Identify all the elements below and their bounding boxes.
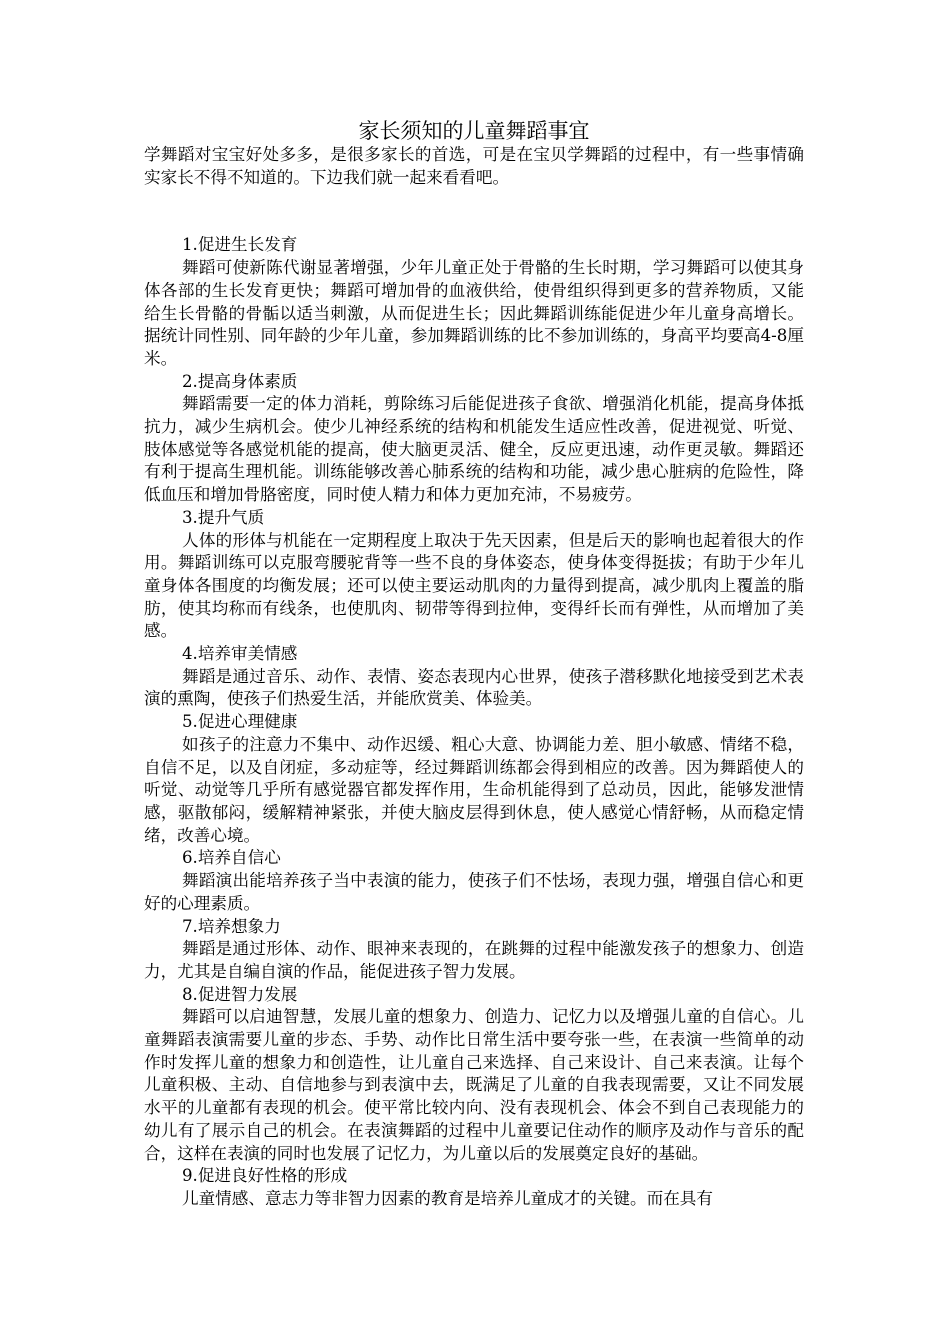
- section-heading-5: 5.促进心理健康: [182, 712, 298, 732]
- section-body-8: 舞蹈可以启迪智慧，发展儿童的想象力、创造力、记忆力以及增强儿童的自信心。儿童舞蹈表演需要儿童的步态、手势、动作比日常生活中要夸张一些，在表演一些简单的动作时发挥儿童的想象力和创造性，让儿童自己来选择、自己来设计、自己来表演。让每个儿童积极、主动、自信地参与到表演中去，既满足了儿童的自我表现需要，又让不同发展水平的儿童都有表现的机会。使平常比较内向、没有表现机会、体会不到自己表现能力的幼儿有了展示自己的机会。在表演舞蹈的过程中儿童要记住动作的顺序及动作与音乐的配合，这样在表演的同时也发展了记忆力，为儿童以后的发展奠定良好的基础。: [144, 1007, 804, 1163]
- section-heading-3: 3.提升气质: [182, 507, 265, 527]
- blank-space: [144, 189, 804, 234]
- section-heading-4: 4.培养审美情感: [182, 644, 298, 664]
- section-body-7: 舞蹈是通过形体、动作、眼神来表现的，在跳舞的过程中能激发孩子的想象力、创造力，尤其是自编自演的作品，能促进孩子智力发展。: [144, 939, 804, 981]
- section-body-4: 舞蹈是通过音乐、动作、表情、姿态表现内心世界，使孩子潜移默化地接受到艺术表演的熏陶，使孩子们热爱生活，并能欣赏美、体验美。: [144, 666, 804, 709]
- section-heading-9: 9.促进良好性格的形成: [182, 1166, 348, 1186]
- document-title: 家长须知的儿童舞蹈事宜: [358, 119, 590, 143]
- section-heading-8: 8.促进智力发展: [182, 984, 298, 1004]
- intro-paragraph: 学舞蹈对宝宝好处多多，是很多家长的首选，可是在宝贝学舞蹈的过程中，有一些事情确实家长不得不知道的。下边我们就一起来看看吧。: [144, 145, 804, 187]
- section-body-1: 舞蹈可使新陈代谢显著增强，少年儿童正处于骨骼的生长时期，学习舞蹈可以使其身体各部的生长发育更快；舞蹈可增加骨的血液供给，使骨组织得到更多的营养物质，又能给生长骨骼的骨骺以适当刺激，从而促进生长；因此舞蹈训练能促进少年儿童身高增长。据统计同性别、同年龄的少年儿童，参加舞蹈训练的比不参加训练的，身高平均要高4-8厘米。: [144, 258, 804, 368]
- section-heading-7: 7.培养想象力: [182, 916, 281, 936]
- document-page: [144, 118, 804, 1211]
- section-body-9: 儿童情感、意志力等非智力因素的教育是培养儿童成才的关键。而在具有: [182, 1188, 713, 1208]
- section-body-5: 如孩子的注意力不集中、动作迟缓、粗心大意、协调能力差、胆小敏感、情绪不稳，自信不足，以及自闭症，多动症等，经过舞蹈训练都会得到相应的改善。因为舞蹈使人的听觉、动觉等几乎所有感觉器官都发挥作用，生命机能得到了总动员，因此，能够发泄情感，驱散郁闷，缓解精神紧张，并使大脑皮层得到休息，使人感觉心情舒畅，从而稳定情绪，改善心境。: [144, 734, 804, 845]
- section-body-6: 舞蹈演出能培养孩子当中表演的能力，使孩子们不怯场，表现力强，增强自信心和更好的心理素质。: [144, 871, 804, 913]
- section-heading-2: 2.提高身体素质: [182, 371, 298, 391]
- section-heading-6: 6.培养自信心: [182, 848, 281, 868]
- section-body-2: 舞蹈需要一定的体力消耗，剪除练习后能促进孩子食欲、增强消化机能，提高身体抵抗力，减少生病机会。使少儿神经系统的结构和机能发生适应性改善，促进视觉、听觉、肢体感觉等各感觉机能的提高，使大脑更灵活、健全，反应更迅速，动作更灵敏。舞蹈还有利于提高生理机能。训练能够改善心肺系统的结构和功能，减少患心脏病的危险性，降低血压和增加骨胳密度，同时使人精力和体力更加充沛，不易疲劳。: [144, 394, 804, 505]
- section-body-3: 人体的形体与机能在一定期程度上取决于先天因素，但是后天的影响也起着很大的作用。舞蹈训练可以克服弯腰驼背等一些不良的身体姿态，使身体变得挺拔；有助于少年儿童身体各围度的均衡发展；还可以使主要运动肌肉的力量得到提高，减少肌肉上覆盖的脂肪，使其均称而有线条，也使肌肉、韧带等得到拉伸，变得纤长而有弹性，从而增加了美感。: [144, 530, 804, 641]
- section-heading-1: 1.促进生长发育: [182, 235, 298, 255]
